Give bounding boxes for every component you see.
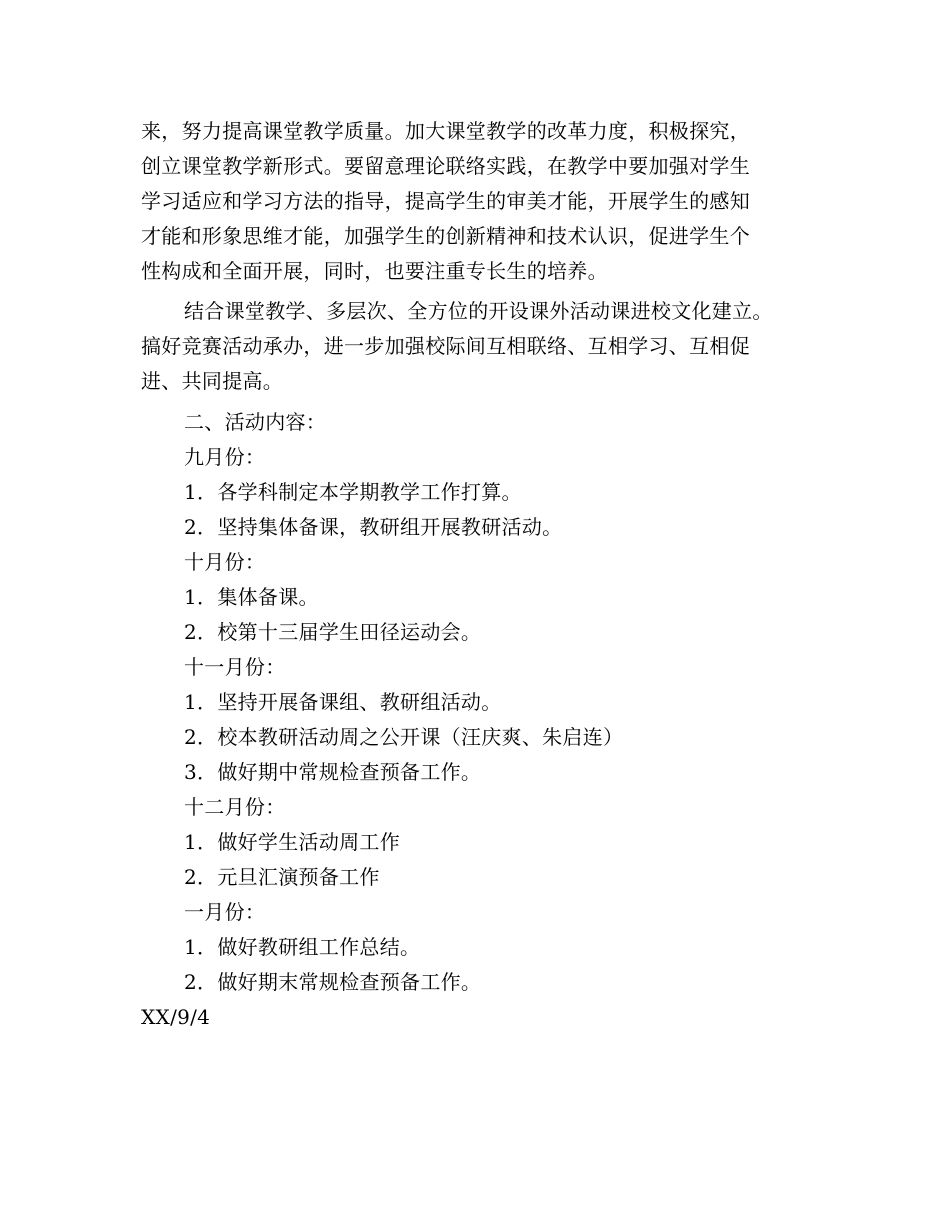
month-label: 一月份：: [184, 900, 266, 924]
document-date: XX/9/4: [141, 1005, 211, 1029]
list-item: 1．集体备课。: [184, 585, 319, 609]
list-item: 2．校本教研活动周之公开课（汪庆爽、朱启连）: [184, 725, 624, 749]
paragraph-line: 才能和形象思维才能，加强学生的创新精神和技术认识，促进学生个: [141, 224, 750, 248]
paragraph-line: 性构成和全面开展，同时，也要注重专长生的培养。: [141, 259, 608, 283]
paragraph-line: 搞好竞赛活动承办，进一步加强校际间互相联络、互相学习、互相促: [141, 334, 750, 358]
paragraph-line: 创立课堂教学新形式。要留意理论联络实践，在教学中要加强对学生: [141, 154, 750, 178]
section-heading: 二、活动内容：: [184, 410, 327, 434]
month-label: 十一月份：: [184, 655, 286, 679]
list-item: 2．坚持集体备课，教研组开展教研活动。: [184, 515, 563, 539]
list-item: 1．各学科制定本学期教学工作打算。: [184, 480, 522, 504]
month-label: 十二月份：: [184, 795, 286, 819]
list-item: 1．做好学生活动周工作: [184, 830, 401, 854]
list-item: 2．元旦汇演预备工作: [184, 865, 380, 889]
paragraph-line: 结合课堂教学、多层次、全方位的开设课外活动课进校文化建立。: [184, 299, 773, 323]
paragraph-line: 来，努力提高课堂教学质量。加大课堂教学的改革力度，积极探究，: [141, 119, 750, 143]
paragraph-line: 学习适应和学习方法的指导，提高学生的审美才能，开展学生的感知: [141, 189, 750, 213]
list-item: 2．校第十三届学生田径运动会。: [184, 620, 482, 644]
month-label: 十月份：: [184, 550, 266, 574]
list-item: 1．坚持开展备课组、教研组活动。: [184, 690, 502, 714]
month-label: 九月份：: [184, 445, 266, 469]
list-item: 1．做好教研组工作总结。: [184, 935, 421, 959]
paragraph-line: 进、共同提高。: [141, 369, 284, 393]
list-item: 3．做好期中常规检查预备工作。: [184, 760, 482, 784]
list-item: 2．做好期末常规检查预备工作。: [184, 970, 482, 994]
